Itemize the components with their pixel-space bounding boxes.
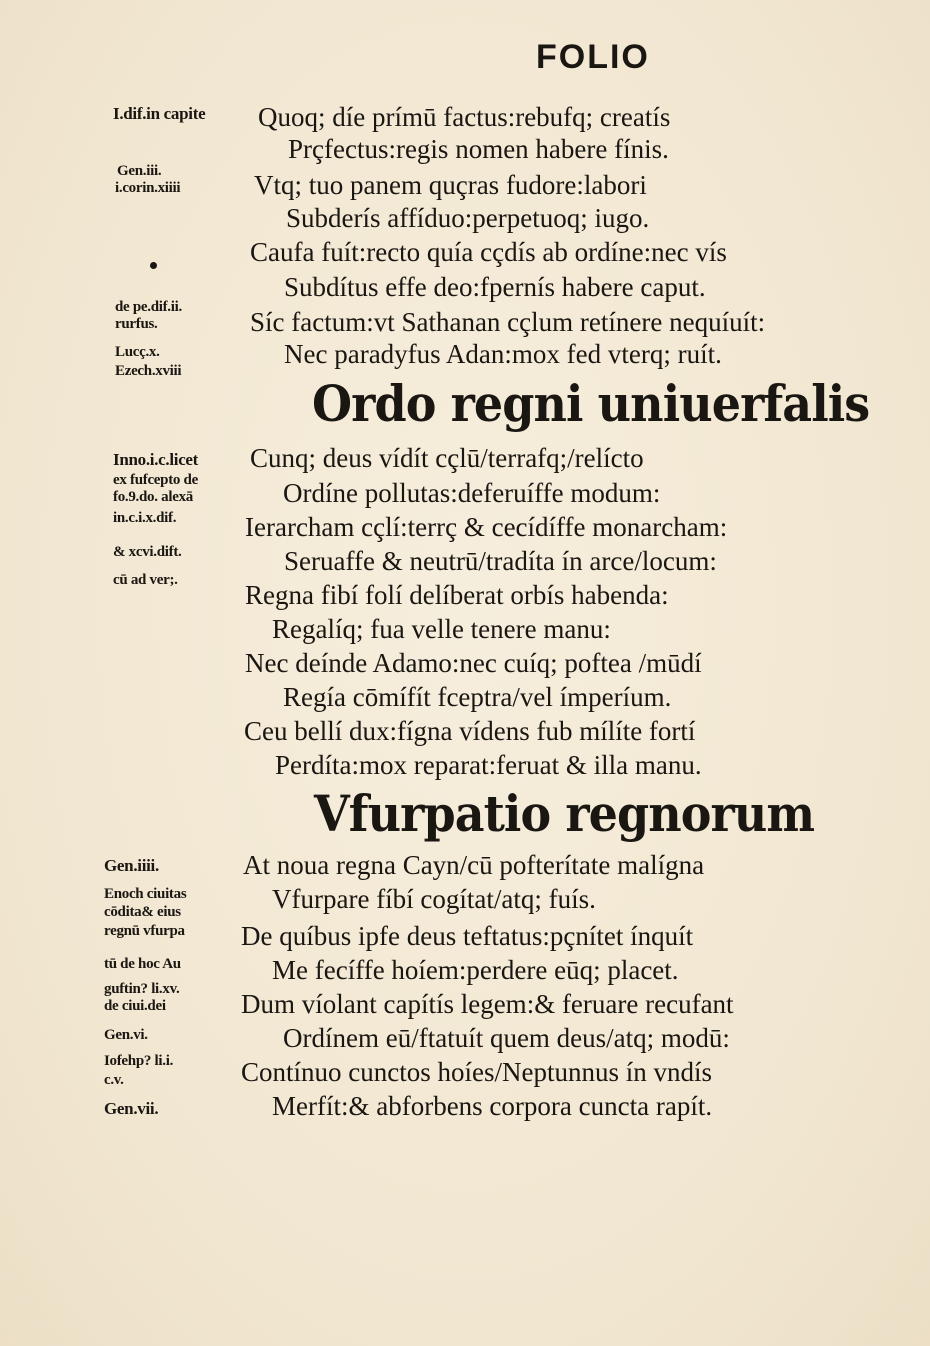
verse-line: Nec paradyfus Adan:mox fed vterq; ruít. xyxy=(284,339,722,369)
verse-line: Nec deínde Adamo:nec cuíq; poftea /mūdí xyxy=(245,648,702,678)
verse-line: Subderís affíduo:perpetuoq; iugo. xyxy=(286,203,650,233)
margin-gloss: guftin? li.xv. xyxy=(104,981,180,997)
verse-line: Subdítus effe deo:fpernís habere caput. xyxy=(284,272,706,302)
margin-gloss: Lucç.x. xyxy=(115,344,160,360)
verse-line: Seruaffe & neutrū/tradíta ín arce/locum: xyxy=(284,546,717,576)
verse-line: Regna fibí folí delíberat orbís habenda: xyxy=(245,580,669,610)
margin-gloss: Gen.vi. xyxy=(104,1027,148,1043)
margin-gloss: de ciui.dei xyxy=(104,998,166,1014)
verse-line: Perdíta:mox reparat:feruat & illa manu. xyxy=(275,750,702,780)
margin-gloss: & xcvi.dift. xyxy=(113,544,182,560)
margin-gloss: Gen.iiii. xyxy=(104,856,159,875)
verse-line: Ceu bellí dux:fígna vídens fub mílíte fortí xyxy=(244,716,696,746)
verse-line: Prçfectus:regis nomen habere fínis. xyxy=(288,134,669,164)
verse-line: Vfurpare fíbí cogítat/atq; fuís. xyxy=(272,884,596,914)
verse-line: Ierarcham cçlí:terrç & cecídíffe monarcham: xyxy=(245,512,728,542)
marginal-dot-icon xyxy=(150,262,157,269)
verse-line: Me fecíffe hoíem:perdere eūq; placet. xyxy=(272,955,679,985)
verse-line: Ordíne pollutas:deferuíffe modum: xyxy=(283,478,661,508)
margin-gloss: de pe.dif.ii. xyxy=(115,299,182,315)
margin-gloss: fo.9.do. alexā xyxy=(113,489,193,505)
margin-gloss: Enoch ciuitas xyxy=(104,886,187,902)
margin-gloss: in.c.i.x.dif. xyxy=(113,510,177,526)
verse-line: At noua regna Cayn/cū pofterítate malígna xyxy=(243,850,705,880)
verse-line: Caufa fuít:recto quía cçdís ab ordíne:nec vís xyxy=(250,237,727,267)
verse-line: Quoq; díe prímū factus:rebufq; creatís xyxy=(258,102,671,132)
margin-gloss: Ezech.xviii xyxy=(115,363,182,379)
margin-gloss: cōdita& eius xyxy=(104,904,181,920)
verse-line: Síc factum:vt Sathanan cçlum retínere nequíuít: xyxy=(250,307,766,337)
margin-gloss: Gen.iii. xyxy=(117,163,162,179)
margin-gloss: Iofehp? li.i. xyxy=(104,1053,174,1069)
verse-line: Merfít:& abforbens corpora cuncta rapít. xyxy=(272,1091,713,1121)
margin-gloss: rurfus. xyxy=(115,316,158,332)
verse-line: Regía cōmífít fceptra/vel ímperíum. xyxy=(283,682,672,712)
margin-gloss: Inno.i.c.licet xyxy=(113,450,199,469)
verse-line: Vtq; tuo panem quçras fudore:labori xyxy=(254,170,647,200)
margin-gloss: i.corin.xiiii xyxy=(115,180,181,196)
margin-gloss: I.dif.in capite xyxy=(113,104,206,123)
margin-gloss: cū ad ver;. xyxy=(113,572,178,588)
margin-gloss: tū de hoc Au xyxy=(104,956,181,972)
margin-gloss: c.v. xyxy=(104,1072,124,1088)
verse-line: Contínuo cunctos hoíes/Neptunnus ín vndís xyxy=(241,1057,712,1087)
verse-line: Dum víolant capítís legem:& feruare recufant xyxy=(241,989,734,1019)
margin-gloss: Gen.vii. xyxy=(104,1099,159,1118)
margin-gloss: ex fufcepto de xyxy=(113,472,198,488)
verse-line: De quíbus ipfe deus teftatus:pçnítet ínquít xyxy=(241,921,694,951)
verse-line: Cunq; deus vídít cçlū/terrafq;/relícto xyxy=(250,443,644,473)
folio-header: FOLIO xyxy=(536,38,650,76)
verse-line: Regalíq; fua velle tenere manu: xyxy=(272,614,611,644)
section-heading: Vfurpatio regnorum xyxy=(314,784,815,843)
verse-line: Ordínem eū/ftatuít quem deus/atq; modū: xyxy=(283,1023,730,1053)
margin-gloss: regnū vfurpa xyxy=(104,923,185,939)
section-heading: Ordo regni uniuerfalis xyxy=(312,374,870,433)
